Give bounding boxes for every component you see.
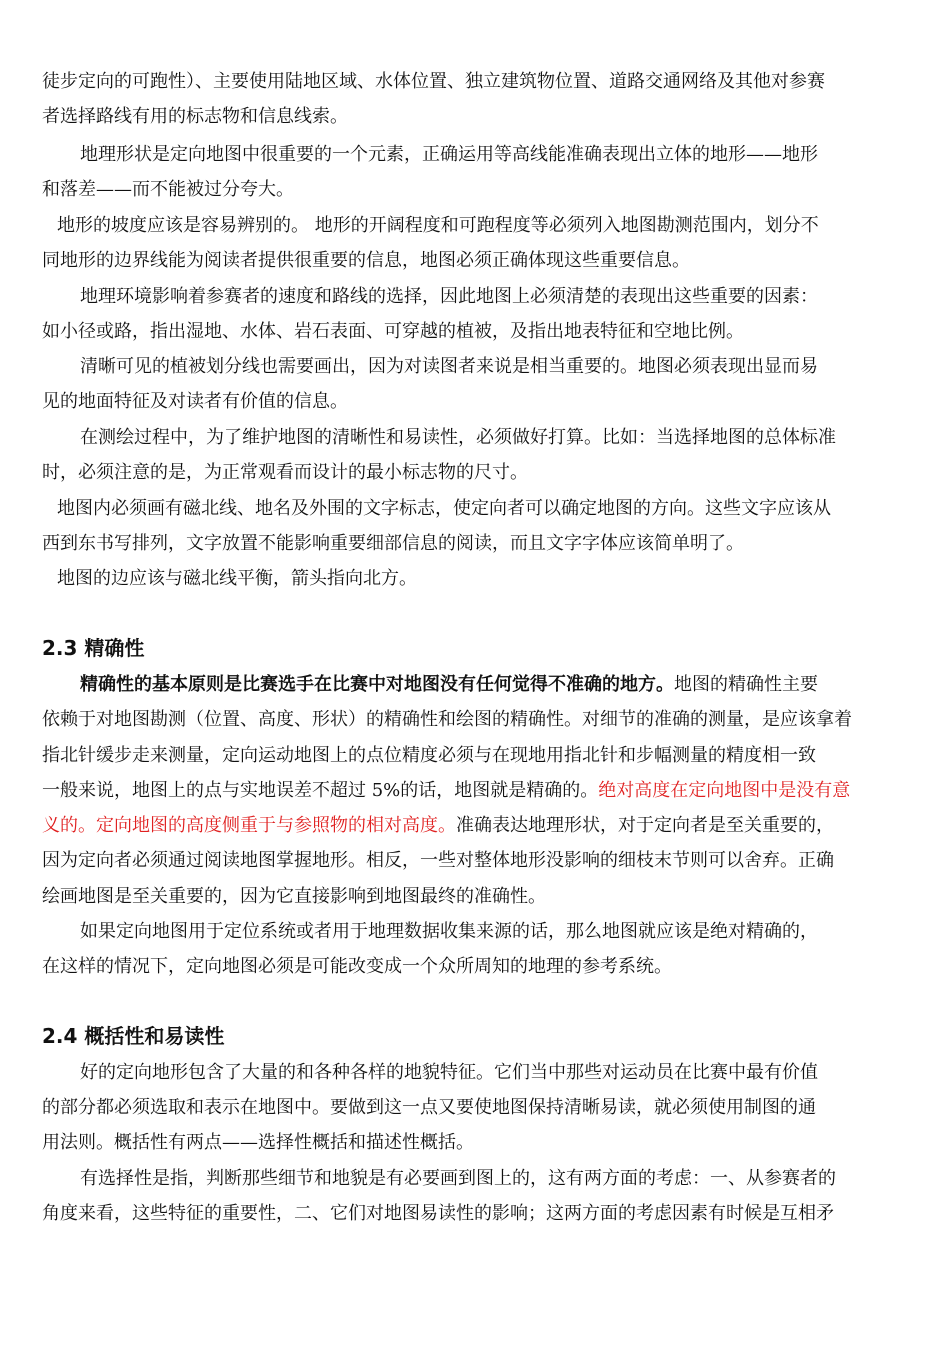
body-text: 地图的精确性主要 (674, 674, 818, 695)
body-line (80, 673, 818, 697)
body-line: 在测绘过程中，为了维护地图的清晰性和易读性，必须做好打算。比如：当选择地图的总体标准 (80, 427, 836, 448)
body-line: 地理形状是定向地图中很重要的一个元素，正确运用等高线能准确表现出立体的地形——地形 (80, 144, 818, 165)
body-text: 准确表达地理形状，对于定向者是至关重要的， (456, 815, 834, 836)
body-line: 绘画地图是至关重要的，因为它直接影响到地图最终的准确性。 (42, 886, 546, 907)
body-line: 依赖于对地图勘测（位置、高度、形状）的精确性和绘图的精确性。对细节的准确的测量，是应该拿着 (42, 709, 852, 730)
body-line: 如果定向地图用于定位系统或者用于地理数据收集来源的话，那么地图就应该是绝对精确的， (80, 921, 818, 942)
body-line: 地形的坡度应该是容易辨别的。 地形的开阔程度和可跑程度等必须列入地图勘测范围内，划分不 (57, 215, 819, 236)
body-line: 时，必须注意的是，为正常观看而设计的最小标志物的尺寸。 (42, 462, 528, 483)
body-line: 同地形的边界线能为阅读者提供很重要的信息，地图必须正确体现这些重要信息。 (42, 250, 690, 271)
body-line: 好的定向地形包含了大量的和各种各样的地貌特征。它们当中那些对运动员在比赛中最有价值 (80, 1062, 818, 1083)
body-line: 在这样的情况下，定向地图必须是可能改变成一个众所周知的地理的参考系统。 (42, 956, 672, 977)
body-line: 者选择路线有用的标志物和信息线索。 (42, 106, 348, 127)
highlighted-red-text: 义的。定向地图的高度侧重于与参照物的相对高度。 (42, 815, 456, 836)
body-line: 有选择性是指，判断那些细节和地貌是有必要画到图上的，这有两方面的考虑：一、从参赛者的 (80, 1168, 836, 1189)
body-line: 西到东书写排列，文字放置不能影响重要细部信息的阅读，而且文字字体应该简单明了。 (42, 533, 744, 554)
body-line: 地理环境影响着参赛者的速度和路线的选择，因此地图上必须清楚的表现出这些重要的因素： (80, 286, 818, 307)
body-line (42, 814, 834, 838)
body-line: 因为定向者必须通过阅读地图掌握地形。相反，一些对整体地形没影响的细枝末节则可以舍弃。正确 (42, 850, 834, 871)
body-line: 地图内必须画有磁北线、地名及外围的文字标志，使定向者可以确定地图的方向。这些文字应该从 (57, 498, 831, 519)
section-heading-2-3: 2.3 精确性 (42, 636, 145, 660)
body-line: 清晰可见的植被划分线也需要画出，因为对读图者来说是相当重要的。地图必须表现出显而易 (80, 356, 818, 377)
body-line: 徒步定向的可跑性）、主要使用陆地区域、水体位置、独立建筑物位置、道路交通网络及其他对参赛 (42, 71, 825, 92)
body-line: 角度来看，这些特征的重要性，二、它们对地图易读性的影响；这两方面的考虑因素有时候是互相矛 (42, 1203, 834, 1224)
body-line: 和落差——而不能被过分夸大。 (42, 179, 294, 200)
body-line: 见的地面特征及对读者有价值的信息。 (42, 391, 348, 412)
body-line: 指北针缓步走来测量，定向运动地图上的点位精度必须与在现地用指北针和步幅测量的精度相一致 (42, 745, 816, 766)
highlighted-red-text: 绝对高度在定向地图中是没有意 (598, 780, 851, 801)
body-text: 一般来说，地图上的点与实地误差不超过 5%的话，地图就是精确的。 (42, 780, 599, 801)
section-heading-2-4: 2.4 概括性和易读性 (42, 1024, 225, 1048)
body-line: 地图的边应该与磁北线平衡，箭头指向北方。 (57, 568, 417, 589)
bold-principle-text: 精确性的基本原则是比赛选手在比赛中对地图没有任何觉得不准确的地方。 (80, 674, 674, 695)
body-line (42, 779, 850, 803)
body-line: 如小径或路，指出湿地、水体、岩石表面、可穿越的植被，及指出地表特征和空地比例。 (42, 321, 744, 342)
body-line: 用法则。概括性有两点——选择性概括和描述性概括。 (42, 1132, 474, 1153)
body-line: 的部分都必须选取和表示在地图中。要做到这一点又要使地图保持清晰易读，就必须使用制图的通 (42, 1097, 816, 1118)
